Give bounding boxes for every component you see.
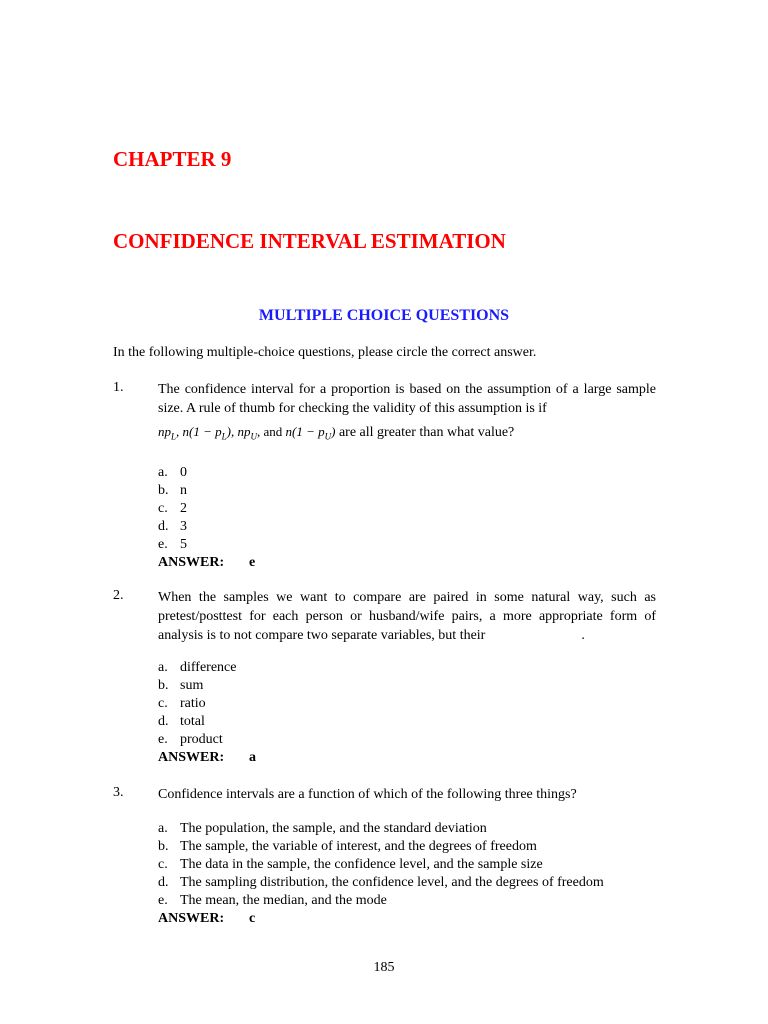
option[interactable]: e. The mean, the median, and the mode — [158, 893, 387, 908]
question-text-part: are all greater than what value? — [338, 425, 515, 440]
question-number: 1. — [113, 380, 124, 395]
option[interactable]: d. 3 — [158, 518, 187, 534]
chapter-heading: CHAPTER 9 — [113, 147, 232, 171]
answer-line — [158, 554, 656, 572]
options-list — [158, 659, 656, 749]
option[interactable]: d. The sampling distribution, the confidence level, and the degrees of freedom — [158, 875, 604, 890]
section-heading: MULTIPLE CHOICE QUESTIONS — [258, 307, 510, 324]
instructions: In the following multiple-choice questions, please circle the correct answer. — [113, 345, 537, 360]
option[interactable]: a. difference — [158, 660, 237, 675]
option[interactable]: e. product — [158, 732, 223, 747]
options-list — [158, 464, 656, 554]
question-text-part: When the samples we want to compare are paired in some natural way, such as pretest/posttest for each person or husband/wife pairs, a more appropriate form of analysis is to not compare two separate variables, but their — [158, 590, 656, 643]
question-text — [158, 588, 656, 645]
answer-label: ANSWER: — [158, 750, 225, 765]
options-list — [158, 820, 656, 910]
question-text-part: Confidence intervals are a function of which of the following three things? — [158, 787, 577, 802]
option[interactable]: c. 2 — [158, 500, 187, 516]
question-1 — [113, 380, 656, 572]
option[interactable]: b. The sample, the variable of interest, and the degrees of freedom — [158, 839, 537, 854]
answer-value: e — [249, 554, 256, 570]
option[interactable]: d. total — [158, 714, 205, 729]
question-2 — [113, 588, 656, 767]
question-text — [158, 380, 656, 447]
option[interactable]: b. n — [158, 482, 187, 498]
question-formula-line — [158, 422, 656, 447]
question-text-part: . — [581, 628, 585, 643]
question-3 — [113, 785, 656, 928]
answer-label: ANSWER: — [158, 911, 225, 926]
answer-line — [158, 749, 656, 767]
option[interactable]: b. sum — [158, 678, 204, 693]
answer-line — [158, 910, 656, 928]
formula: $np_L$, $n(1 - p_L)$, $np_U$, and $n(1 - p_U)$ — [158, 424, 336, 442]
page-number: 185 — [373, 960, 395, 975]
question-number: 3. — [113, 785, 124, 800]
answer-label: ANSWER: — [158, 554, 225, 570]
option[interactable]: c. The data in the sample, the confidence level, and the sample size — [158, 857, 543, 872]
question-text — [158, 785, 656, 804]
option[interactable]: a. The population, the sample, and the standard deviation — [158, 821, 487, 836]
question-text-part: The confidence interval for a proportion is based on the assumption of a large sample size. A rule of thumb for checking the validity of this assumption is if — [158, 382, 656, 416]
question-number: 2. — [113, 588, 124, 603]
chapter-title: CONFIDENCE INTERVAL ESTIMATION — [113, 229, 506, 253]
option[interactable]: c. ratio — [158, 696, 206, 711]
option[interactable]: a. 0 — [158, 464, 187, 480]
answer-value: a — [249, 750, 256, 765]
option[interactable]: e. 5 — [158, 536, 187, 552]
answer-value: c — [249, 911, 256, 926]
